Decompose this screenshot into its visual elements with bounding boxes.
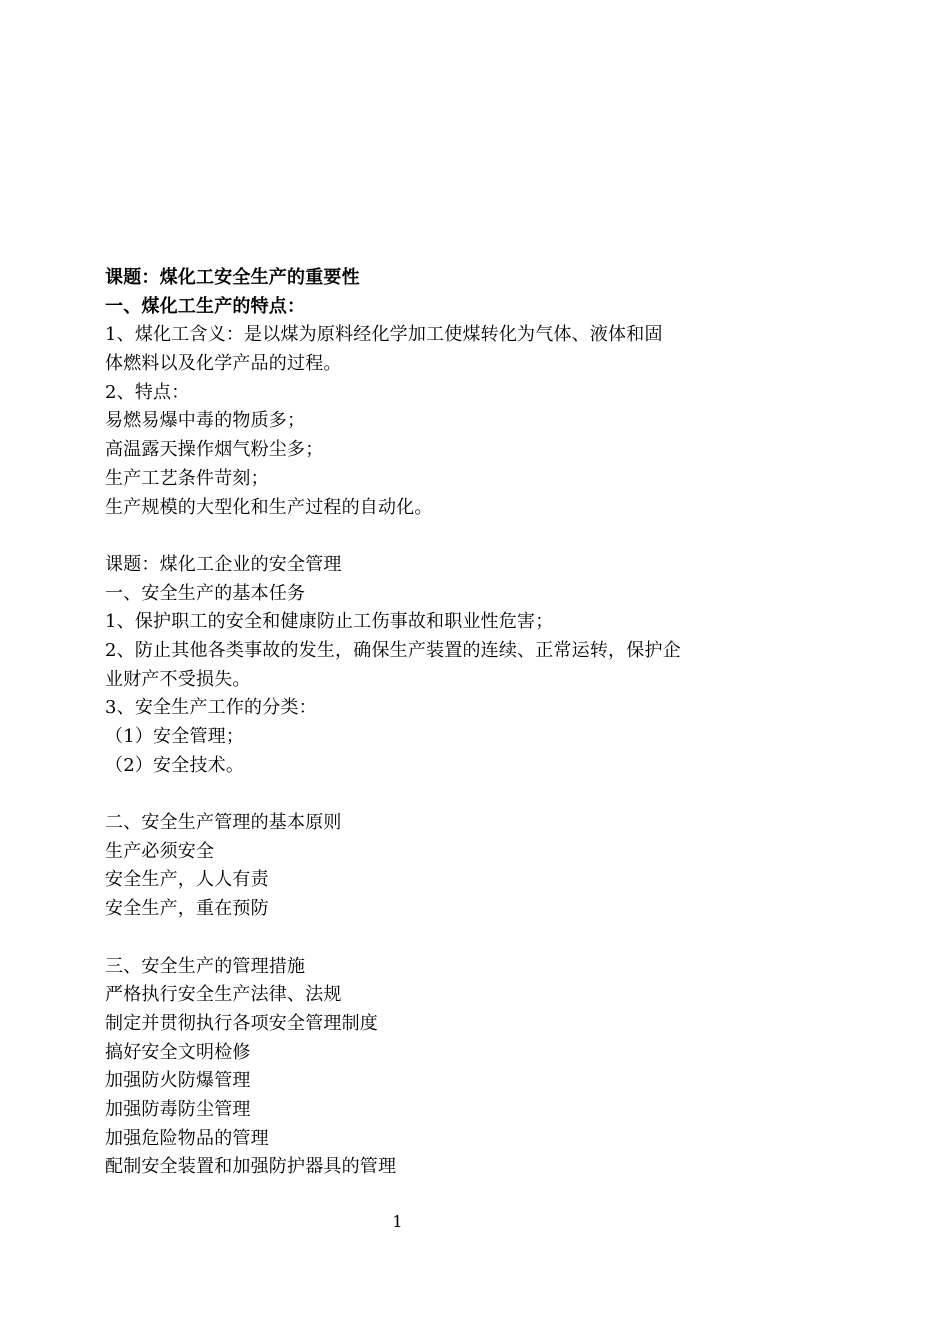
list-item: 易燃易爆中毒的物质多； bbox=[105, 410, 306, 432]
list-item: 安全生产，重在预防 bbox=[105, 898, 269, 920]
paragraph-line: 2、防止其他各类事故的发生，确保生产装置的连续、正常运转，保护企 bbox=[105, 639, 681, 661]
list-item: 生产规模的大型化和生产过程的自动化。 bbox=[105, 496, 433, 518]
list-item: 加强危险物品的管理 bbox=[105, 1127, 269, 1149]
list-item: 加强防毒防尘管理 bbox=[105, 1098, 251, 1120]
list-item: （1）安全管理； bbox=[105, 726, 245, 747]
list-item: 制定并贯彻执行各项安全管理制度 bbox=[105, 1012, 378, 1034]
list-item: （2）安全技术。 bbox=[105, 754, 245, 776]
spacer bbox=[105, 522, 705, 551]
list-item: 高温露天操作烟气粉尘多； bbox=[105, 439, 324, 461]
list-item: 1、保护职工的安全和健康防止工伤事故和职业性危害； bbox=[105, 611, 554, 633]
list-item: 配制安全装置和加强防护器具的管理 bbox=[105, 1156, 397, 1178]
document-body bbox=[105, 264, 705, 1182]
spacer bbox=[105, 780, 705, 809]
paragraph-line: 1、煤化工含义：是以煤为原料经化学加工使煤转化为气体、液体和固 bbox=[105, 324, 663, 346]
section-heading-characteristics: 一、煤化工生产的特点： bbox=[105, 295, 306, 317]
spacer bbox=[105, 924, 705, 953]
list-label: 3、安全生产工作的分类： bbox=[105, 697, 317, 719]
list-item: 加强防火防爆管理 bbox=[105, 1070, 251, 1092]
list-item: 生产工艺条件苛刻； bbox=[105, 467, 269, 489]
page-number: 1 bbox=[392, 1212, 403, 1231]
section-heading-tasks: 一、安全生产的基本任务 bbox=[105, 582, 306, 604]
list-item: 生产必须安全 bbox=[105, 840, 215, 862]
course-title-1: 课题：煤化工安全生产的重要性 bbox=[105, 267, 360, 288]
section-heading-principles: 二、安全生产管理的基本原则 bbox=[105, 812, 342, 834]
section-heading-measures: 三、安全生产的管理措施 bbox=[105, 955, 306, 977]
list-item: 严格执行安全生产法律、法规 bbox=[105, 984, 342, 1006]
list-item: 搞好安全文明检修 bbox=[105, 1041, 251, 1063]
paragraph-line: 体燃料以及化学产品的过程。 bbox=[105, 353, 342, 375]
list-item: 安全生产，人人有责 bbox=[105, 869, 269, 891]
list-label: 2、特点： bbox=[105, 381, 190, 403]
paragraph-line: 业财产不受损失。 bbox=[105, 668, 251, 690]
course-title-2: 课题：煤化工企业的安全管理 bbox=[105, 553, 342, 575]
